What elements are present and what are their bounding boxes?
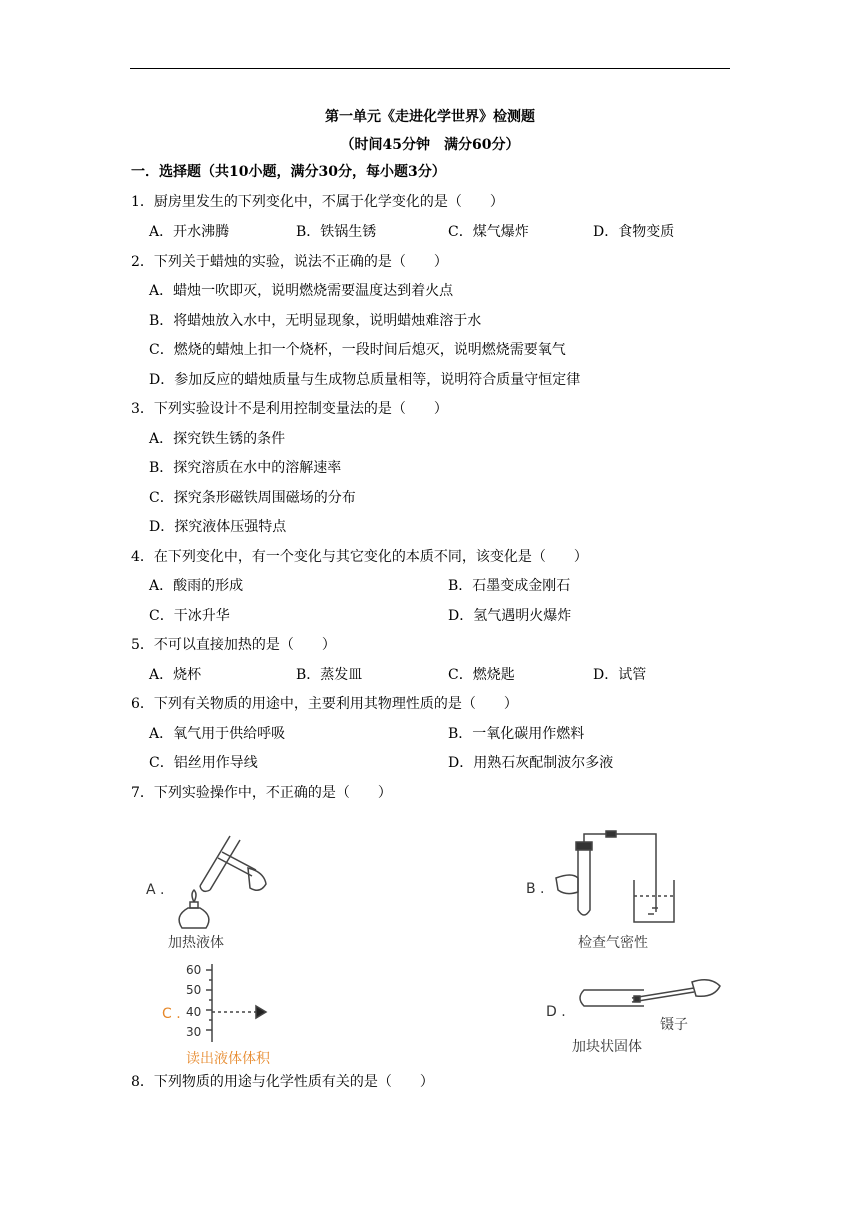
figure-c-letter: C . bbox=[162, 1006, 181, 1022]
question-stem: 7．下列实验操作中，不正确的是（ ） bbox=[131, 785, 392, 801]
option: A．探究铁生锈的条件 bbox=[149, 431, 286, 447]
figure-b-caption: 检查气密性 bbox=[578, 935, 648, 951]
option: D．用熟石灰配制波尔多液 bbox=[448, 755, 614, 771]
question-stem: 8．下列物质的用途与化学性质有关的是（ ） bbox=[131, 1074, 434, 1090]
option: D．食物变质 bbox=[593, 224, 675, 240]
add-solid-illustration bbox=[574, 972, 724, 1012]
figure-d-caption: 加块状固体 bbox=[572, 1039, 642, 1055]
option: A．酸雨的形成 bbox=[149, 578, 244, 594]
option: C．燃烧匙 bbox=[448, 667, 515, 683]
section-title: 一．选择题（共10小题，满分30分，每小题3分） bbox=[131, 164, 446, 180]
option: A．蜡烛一吹即灭，说明燃烧需要温度达到着火点 bbox=[149, 283, 454, 299]
option: B．一氧化碳用作燃料 bbox=[448, 726, 585, 742]
option: A．烧杯 bbox=[149, 667, 202, 683]
option: D．氢气遇明火爆炸 bbox=[448, 608, 572, 624]
option: B．铁锅生锈 bbox=[296, 224, 377, 240]
tick-label: 40 bbox=[186, 1005, 202, 1019]
figure-d-tool-label: 镊子 bbox=[660, 1017, 688, 1033]
option: B．将蜡烛放入水中，无明显现象，说明蜡烛难溶于水 bbox=[149, 313, 482, 329]
figure-c-caption: 读出液体体积 bbox=[186, 1051, 270, 1067]
question-stem: 6．下列有关物质的用途中，主要利用其物理性质的是（ ） bbox=[131, 696, 518, 712]
graduated-cylinder-illustration bbox=[186, 962, 276, 1044]
page-title: 第一单元《走进化学世界》检测题 bbox=[325, 109, 535, 125]
option: D．参加反应的蜡烛质量与生成物总质量相等，说明符合质量守恒定律 bbox=[149, 372, 581, 388]
option: C．煤气爆炸 bbox=[448, 224, 529, 240]
question-stem: 5．不可以直接加热的是（ ） bbox=[131, 637, 336, 653]
question-stem: 4．在下列变化中，有一个变化与其它变化的本质不同，该变化是（ ） bbox=[131, 549, 588, 565]
option: B．石墨变成金刚石 bbox=[448, 578, 571, 594]
header-rule bbox=[130, 68, 730, 69]
tick-label: 50 bbox=[186, 983, 202, 997]
option: D．试管 bbox=[593, 667, 647, 683]
option: C．燃烧的蜡烛上扣一个烧杯，一段时间后熄灭，说明燃烧需要氧气 bbox=[149, 342, 566, 358]
option: D．探究液体压强特点 bbox=[149, 519, 287, 535]
figure-b-letter: B . bbox=[526, 881, 545, 897]
option: A．氧气用于供给呼吸 bbox=[149, 726, 286, 742]
page-subtitle: （时间45分钟 满分60分） bbox=[340, 137, 520, 153]
figure-d-letter: D . bbox=[546, 1004, 566, 1020]
airtightness-check-illustration bbox=[548, 834, 678, 930]
tick-label: 30 bbox=[186, 1025, 202, 1039]
option: C．干冰升华 bbox=[149, 608, 230, 624]
option: B．蒸发皿 bbox=[296, 667, 363, 683]
option: C．铝丝用作导线 bbox=[149, 755, 258, 771]
question-stem: 1．厨房里发生的下列变化中，不属于化学变化的是（ ） bbox=[131, 194, 504, 210]
question-stem: 3．下列实验设计不是利用控制变量法的是（ ） bbox=[131, 401, 448, 417]
heating-liquid-illustration bbox=[160, 828, 280, 938]
tick-label: 60 bbox=[186, 963, 202, 977]
option: C．探究条形磁铁周围磁场的分布 bbox=[149, 490, 356, 506]
figure-a-caption: 加热液体 bbox=[168, 935, 224, 951]
figure-a-letter: A . bbox=[146, 882, 165, 898]
option: A．开水沸腾 bbox=[149, 224, 230, 240]
question-stem: 2．下列关于蜡烛的实验，说法不正确的是（ ） bbox=[131, 254, 448, 270]
option: B．探究溶质在水中的溶解速率 bbox=[149, 460, 342, 476]
